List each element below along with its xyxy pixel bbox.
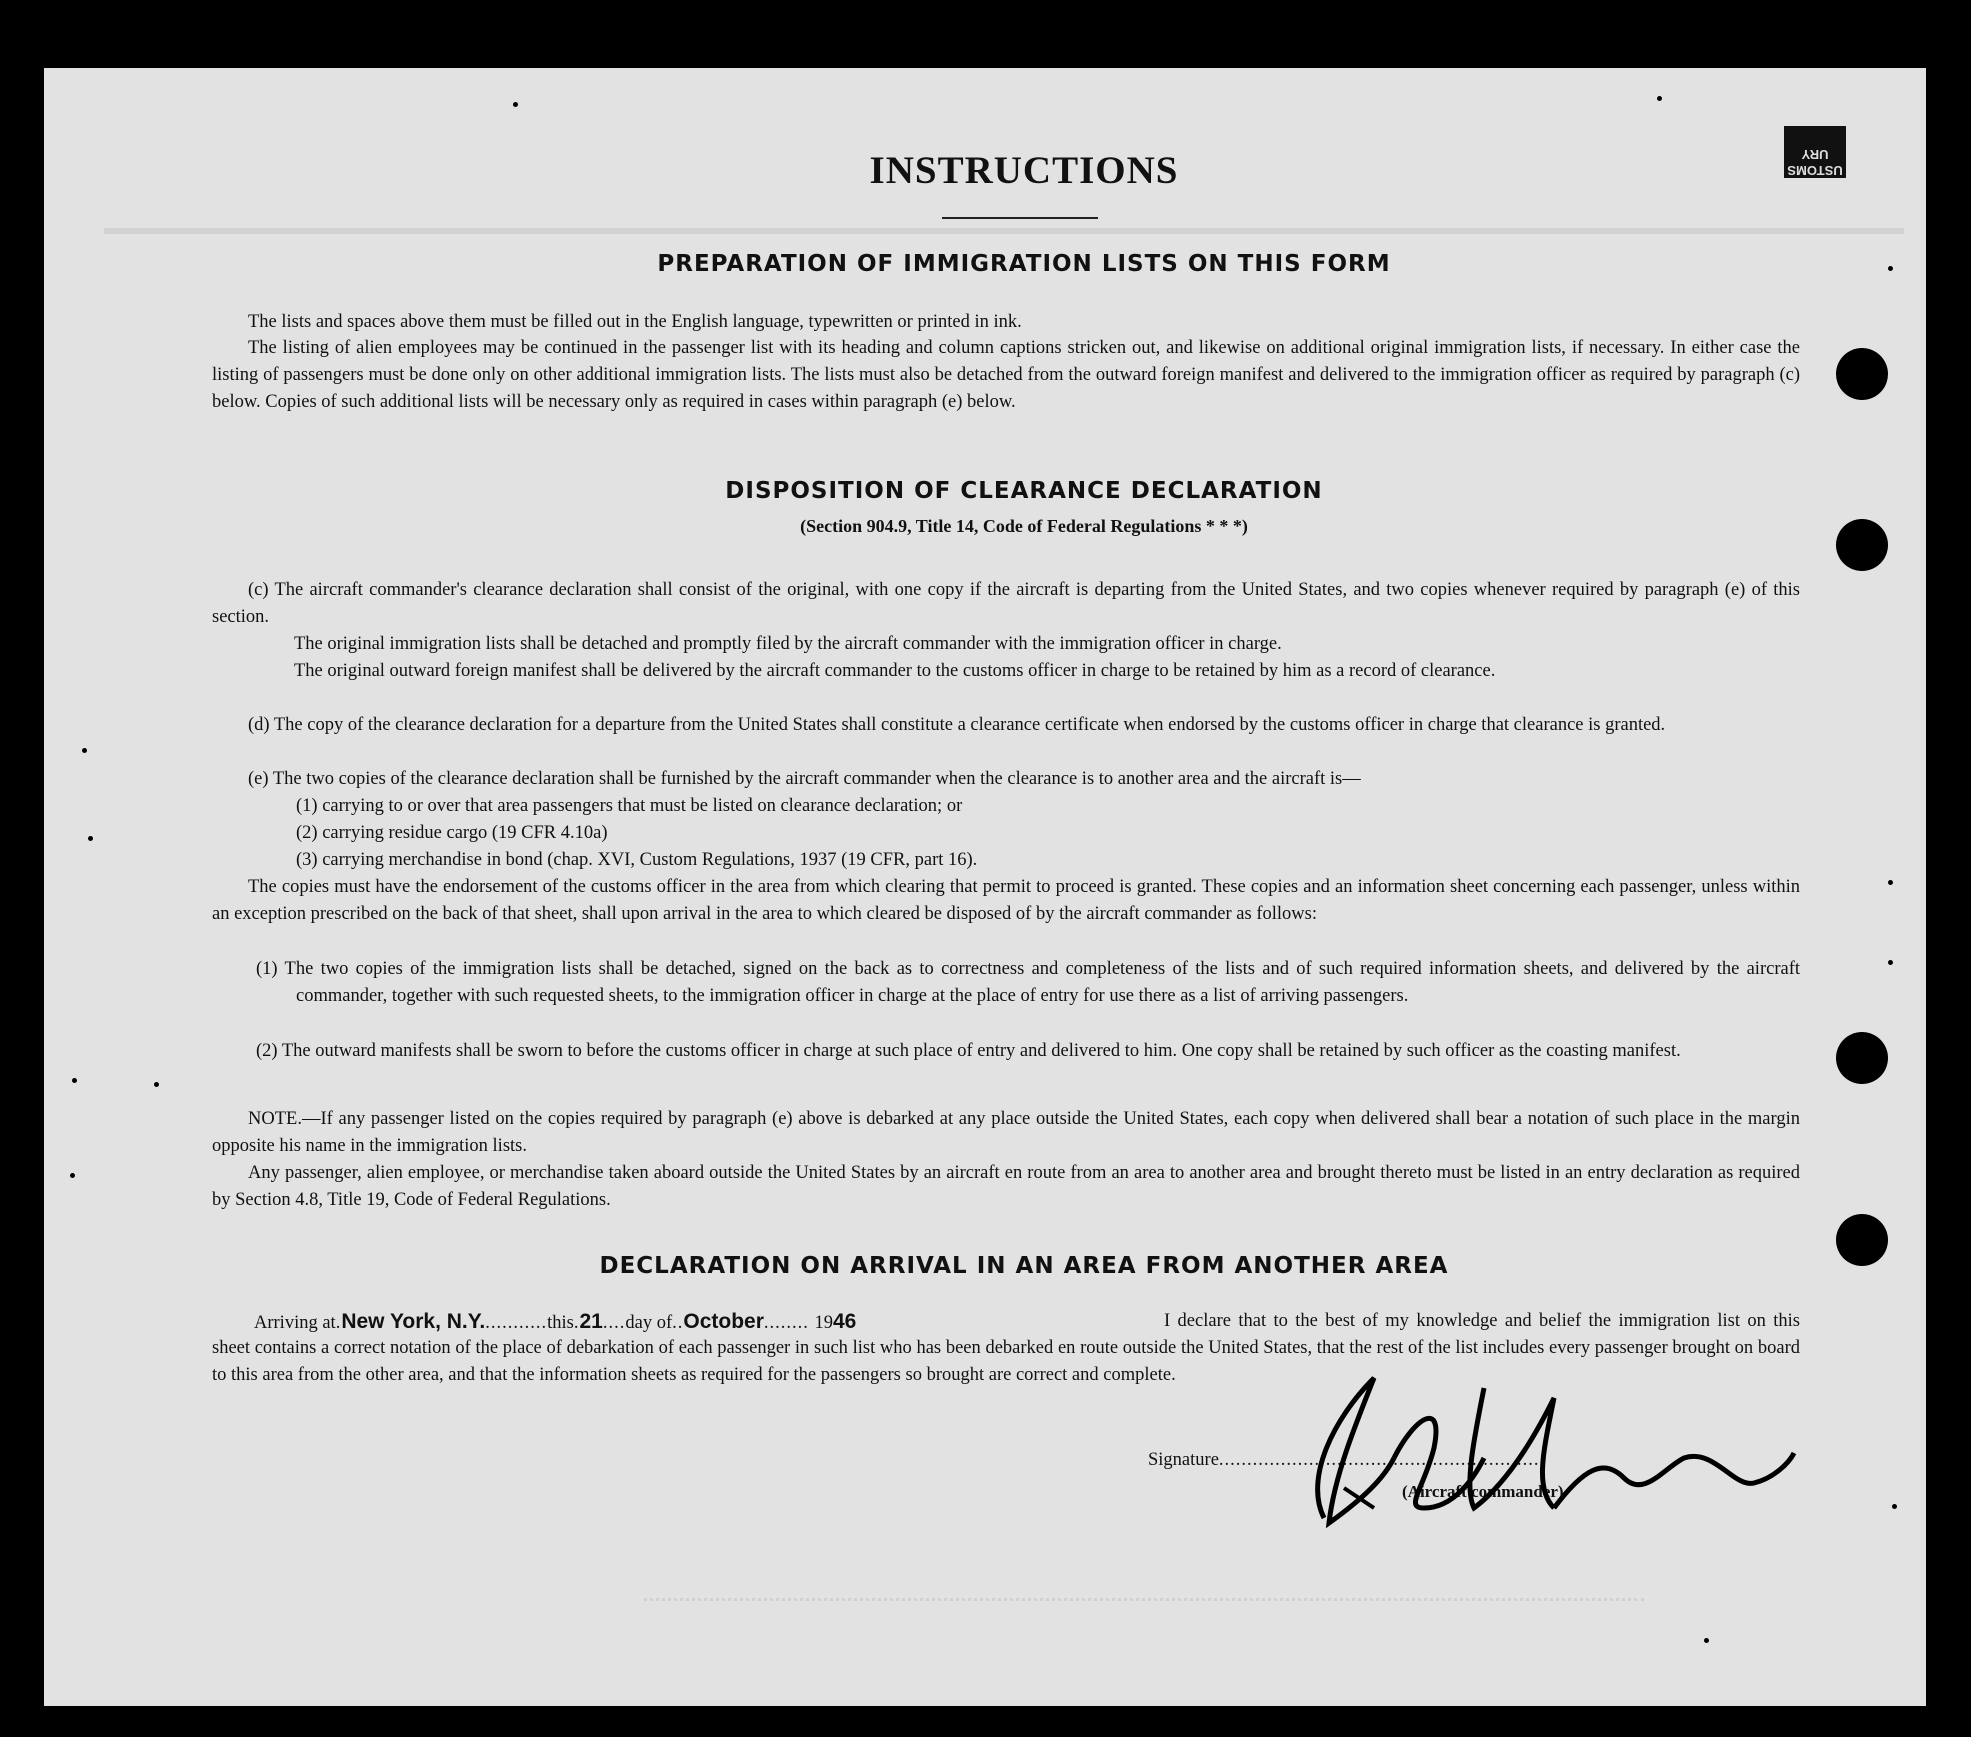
speck bbox=[1888, 880, 1893, 885]
section1-heading: PREPARATION OF IMMIGRATION LISTS ON THIS FORM bbox=[657, 251, 1391, 277]
binder-hole bbox=[1836, 1214, 1888, 1266]
speck bbox=[1888, 960, 1893, 965]
speck bbox=[1892, 1504, 1897, 1509]
any-passenger-paragraph: Any passenger, alien employee, or merchandise taken aboard outside the United States by an aircraft en route from an area to another area and brought thereto must be listed in an entry declaration as required by Section 4.8, Title 19, Code of Federal Regulations. bbox=[212, 1163, 1800, 1210]
binder-hole bbox=[1836, 519, 1888, 571]
para-d: (d) The copy of the clearance declaration for a departure from the United States shall constitute a clearance certificate when endorsed by the customs officer in charge that clearance is granted. bbox=[248, 715, 1666, 735]
para-c2: The original immigration lists shall be detached and promptly filed by the aircraft commander with the immigration officer in charge. bbox=[294, 634, 1282, 654]
para-c3: The original outward foreign manifest shall be delivered by the aircraft commander to the customs officer in charge to be retained by him as a record of clearance. bbox=[294, 661, 1496, 681]
section1-p1: The lists and spaces above them must be filled out in the English language, typewritten or printed in ink. bbox=[248, 312, 1022, 332]
speck bbox=[82, 748, 87, 753]
arrival-day: 21 bbox=[579, 1310, 603, 1333]
speck bbox=[154, 1082, 159, 1087]
section2-subheading: (Section 904.9, Title 14, Code of Federal Regulations * * *) bbox=[800, 516, 1248, 536]
arrival-line: Arriving at.New York, N.Y............this.21....day of..October........ 1946 bbox=[254, 1310, 857, 1333]
note-paragraph: NOTE.—If any passenger listed on the copies required by paragraph (e) above is debarked at any place outside the United States, each copy when delivered shall bear a notation of such place in the margin opposite his name in the immigration lists. bbox=[212, 1109, 1800, 1156]
speck bbox=[1704, 1638, 1709, 1643]
section2-heading: DISPOSITION OF CLEARANCE DECLARATION bbox=[725, 478, 1323, 504]
arrival-place: New York, N.Y. bbox=[341, 1310, 486, 1333]
speck bbox=[88, 836, 93, 841]
arriving-label: Arriving at bbox=[254, 1313, 336, 1333]
para-e2: (2) carrying residue cargo (19 CFR 4.10a) bbox=[296, 823, 608, 843]
signature-label: Signature bbox=[1148, 1450, 1219, 1470]
document-sheet bbox=[44, 68, 1926, 1706]
corner-tag: USTOMS URY bbox=[1784, 126, 1846, 178]
title-rule bbox=[942, 217, 1098, 219]
speck bbox=[72, 1078, 77, 1083]
para-f1: (1) The two copies of the immigration lists shall be detached, signed on the back as to correctness and completeness of the lists and of such required information sheets, and delivered by the aircraft commander, together with such requested sheets, to the immigration officer in charge at the place of entry for use there as a list of arriving passengers. bbox=[256, 959, 1800, 1006]
para-f2: (2) The outward manifests shall be sworn to before the customs officer in charge at such place of entry and delivered to him. One copy shall be retained by such officer as the coasting manifest. bbox=[256, 1041, 1681, 1061]
para-e1: (1) carrying to or over that area passengers that must be listed on clearance declaration; or bbox=[296, 796, 963, 816]
para-c: (c) The aircraft commander's clearance declaration shall consist of the original, with one copy if the aircraft is departing from the United States, and two copies whenever required by paragraph (e) of this section. bbox=[212, 580, 1800, 627]
bleed-through bbox=[104, 188, 1904, 234]
speck bbox=[513, 102, 518, 107]
section1-p2: The listing of alien employees may be continued in the passenger list with its heading and column captions stricken out, and likewise on additional original immigration lists, if necessary. In either case the listing of passengers must be done only on other additional immigration lists. The lists must also be detached from the outward foreign manifest and delivered to the immigration officer as required by paragraph (c) below. Copies of such additional lists will be necessary only as required in cases within paragraph (e) below. bbox=[212, 338, 1800, 412]
declaration-text: I declare that to the best of my knowledge and belief the immigration list on this sheet contains a correct notation of the place of debarkation of each passenger in such list who has been debarked en route outside the United States, that the rest of the list includes every passenger brought on board to this area from the other area, and that the information sheets as required for the passengers so brought are correct and complete. bbox=[212, 1311, 1800, 1385]
bleed-through bbox=[644, 1578, 1644, 1601]
page-title: INSTRUCTIONS bbox=[869, 149, 1179, 192]
year-prefix: 19 bbox=[814, 1313, 833, 1333]
para-e3: (3) carrying merchandise in bond (chap. XVI, Custom Regulations, 1937 (19 CFR, part 16). bbox=[296, 850, 978, 870]
arrival-year: 46 bbox=[833, 1310, 857, 1333]
this-label: this bbox=[547, 1313, 574, 1333]
handwritten-signature bbox=[1284, 1358, 1804, 1538]
binder-hole bbox=[1836, 1032, 1888, 1084]
para-copies: The copies must have the endorsement of the customs officer in the area from which clearing that permit to proceed is granted. These copies and an information sheet concerning each passenger, unless within an exception prescribed on the back of that sheet, shall upon arrival in the area to which cleared be disposed of by the aircraft commander as follows: bbox=[212, 877, 1800, 924]
signature-caption: (Aircraft commander) bbox=[1402, 1482, 1564, 1501]
binder-hole bbox=[1836, 348, 1888, 400]
speck bbox=[70, 1173, 75, 1178]
signature-line: Signature.......................................................... bbox=[1148, 1450, 1546, 1470]
speck bbox=[1888, 266, 1893, 271]
speck bbox=[1657, 96, 1662, 101]
para-e: (e) The two copies of the clearance declaration shall be furnished by the aircraft commander when the clearance is to another area and the aircraft is— bbox=[248, 769, 1361, 789]
day-of-label: day of bbox=[625, 1313, 673, 1333]
arrival-month: October bbox=[683, 1310, 764, 1333]
section3-heading: DECLARATION ON ARRIVAL IN AN AREA FROM ANOTHER AREA bbox=[599, 1253, 1449, 1279]
